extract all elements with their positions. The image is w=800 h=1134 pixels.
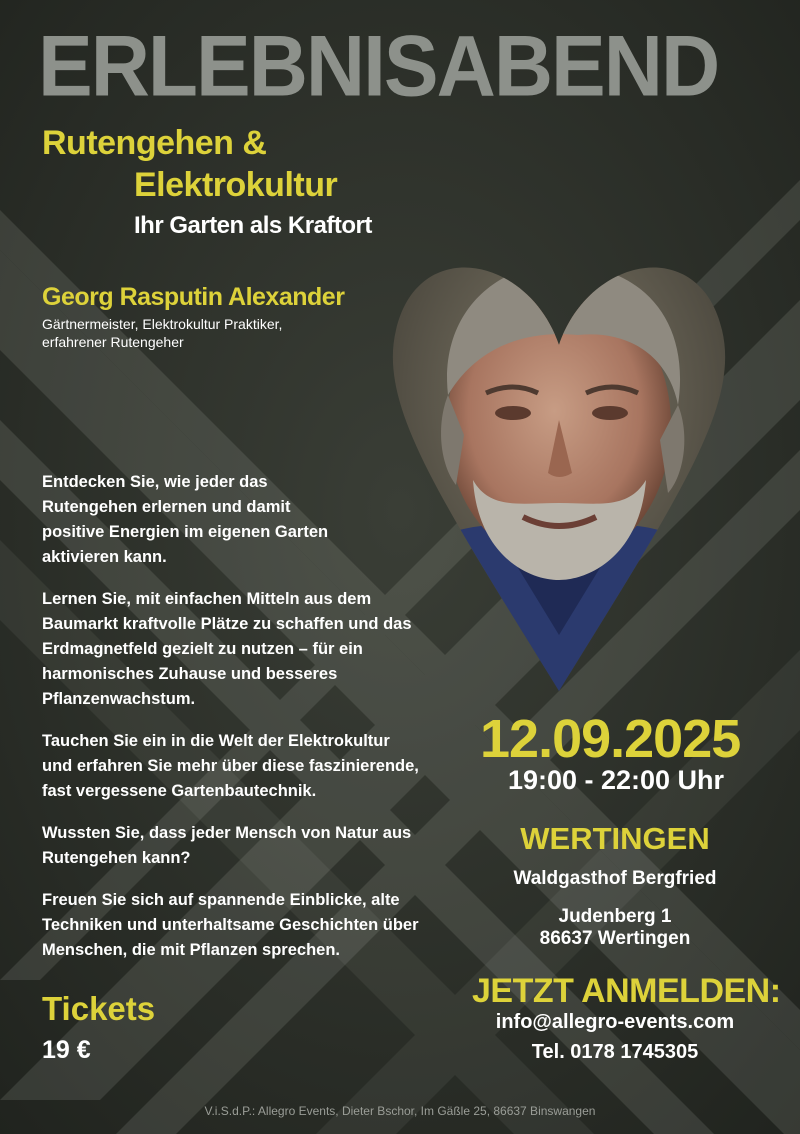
paragraph-2: Lernen Sie, mit einfachen Mitteln aus dem Baumarkt kraftvolle Plätze zu schaffen und das Erdmagnetfeld gezielt zu nutzen – für ein harmonisches Zuhause und besseres Pflanzenwachstum.	[42, 590, 412, 708]
paragraph-5: Freuen Sie sich auf spannende Einblicke, alte Techniken und unterhaltsame Geschichten über Menschen, die mit Pflanzen sprechen.	[42, 891, 419, 959]
paragraph-1: Entdecken Sie, wie jeder das Rutengehen erlernen und damit positive Energien im eigenen Garten aktivieren kann.	[42, 473, 329, 566]
paragraph-3: Tauchen Sie ein in die Welt der Elektrokultur und erfahren Sie mehr über diese faszinierende, fast vergessene Gartenbautechnik.	[42, 732, 419, 800]
description	[42, 470, 462, 980]
event-city: WERTINGEN	[520, 821, 710, 856]
tagline: Ihr Garten als Kraftort	[134, 212, 372, 239]
speaker-role-line1: Gärtnermeister, Elektrokultur Praktiker,	[42, 316, 283, 332]
event-street: Judenberg 1	[558, 906, 672, 927]
imprint: V.i.S.d.P.: Allegro Events, Dieter Bschor, Im Gäßle 25, 86637 Binswangen	[204, 1104, 596, 1118]
subtitle-line2: Elektrokultur	[134, 166, 338, 204]
speaker-role	[42, 315, 342, 351]
ticket-price: 19 €	[42, 1036, 91, 1064]
event-time: 19:00 - 22:00 Uhr	[507, 765, 725, 795]
paragraph-4: Wussten Sie, dass jeder Mensch von Natur aus Rutengehen kann?	[42, 824, 412, 867]
register-heading: JETZT ANMELDEN:	[472, 972, 781, 1010]
event-zip-city: 86637 Wertingen	[539, 928, 691, 949]
contact-phone[interactable]: Tel. 0178 1745305	[531, 1041, 699, 1063]
tickets-label: Tickets	[42, 990, 156, 1027]
speaker-name: Georg Rasputin Alexander	[42, 283, 345, 311]
headline: ERLEBNISABEND	[38, 18, 719, 115]
event-venue: Waldgasthof Bergfried	[513, 868, 717, 889]
event-date: 12.09.2025	[480, 709, 741, 769]
contact-email[interactable]: info@allegro-events.com	[495, 1011, 735, 1033]
speaker-role-line2: erfahrener Rutengeher	[42, 334, 184, 350]
subtitle-line1: Rutengehen &	[42, 124, 267, 162]
